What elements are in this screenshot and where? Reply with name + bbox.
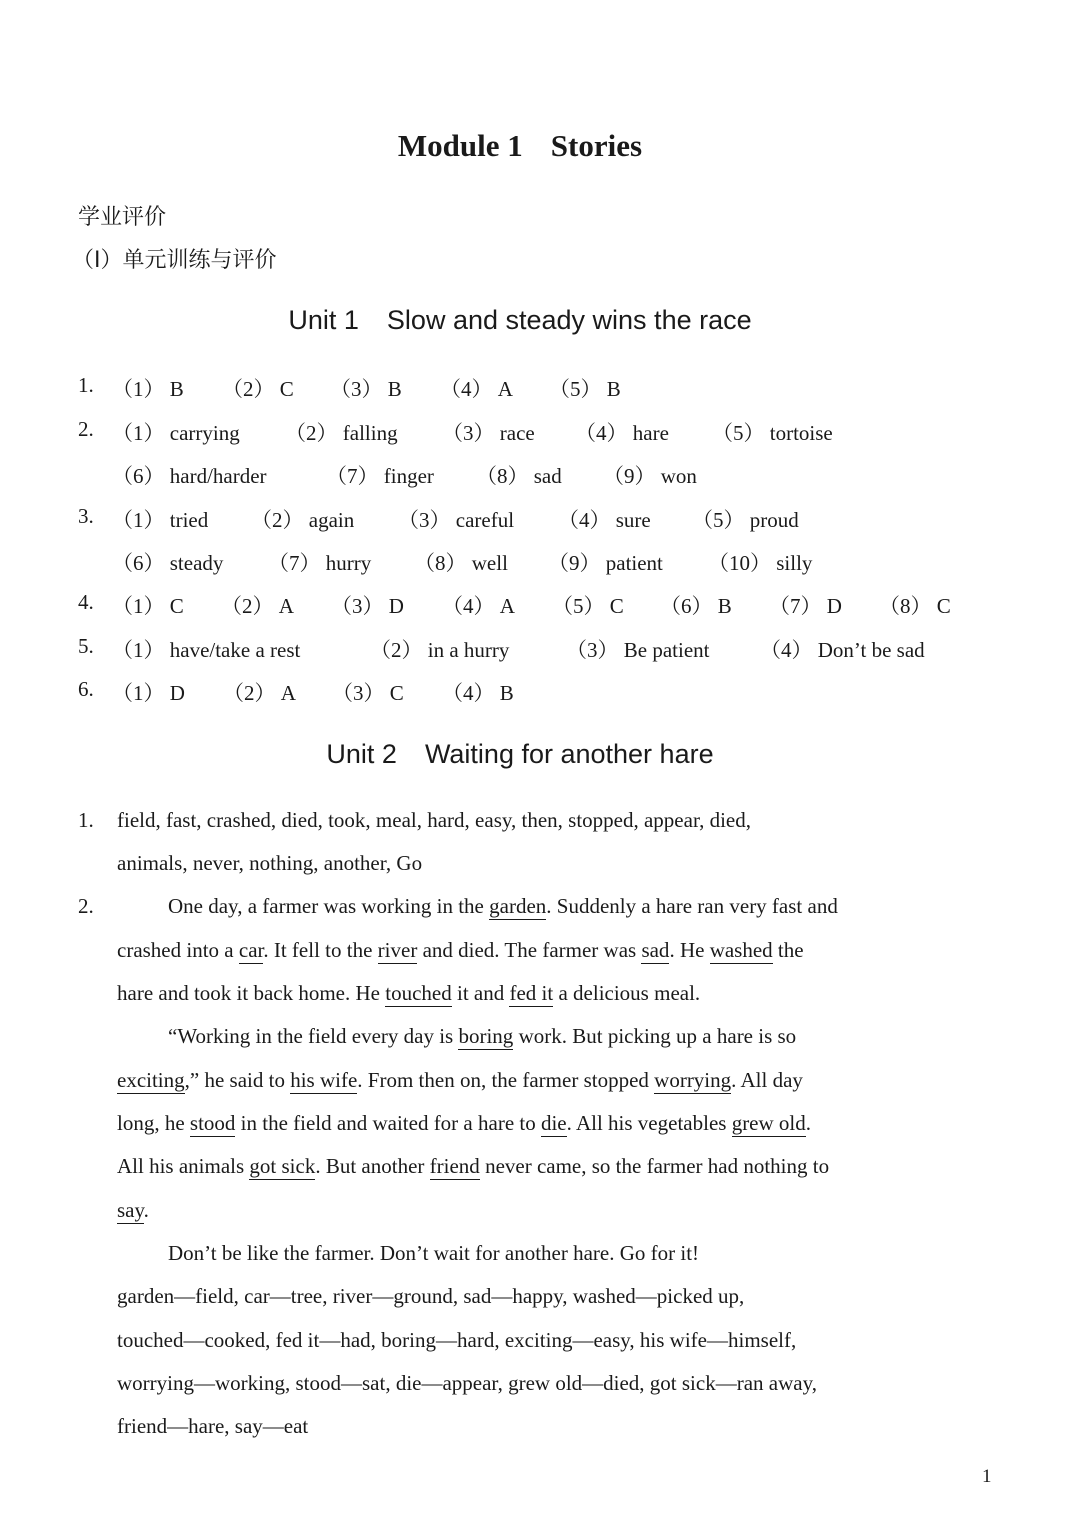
- story-text: . But another: [315, 1154, 430, 1178]
- underlined-word: garden: [489, 894, 547, 918]
- story-text: Don’t be like the farmer. Don’t wait for another hare. Go for it!: [168, 1241, 700, 1265]
- underlined-word: worrying: [654, 1068, 732, 1092]
- story-text: . From then on, the farmer stopped: [357, 1068, 655, 1092]
- u1-q3-row1: [0, 504, 1040, 534]
- answer: （10） silly: [708, 551, 813, 575]
- answer: （1） carrying: [112, 421, 240, 445]
- story-text: .: [805, 1111, 812, 1135]
- unit2-title: [0, 739, 1040, 770]
- u2-q1-row2: [0, 851, 1040, 881]
- story-text: in the field and waited for a hare to: [235, 1111, 541, 1135]
- u1-q2-row1: [0, 417, 1040, 447]
- underlined-word: river: [377, 938, 418, 962]
- story-line: [117, 1068, 803, 1093]
- answer: （8） C: [879, 594, 951, 618]
- underlined-word: his wife: [290, 1068, 358, 1092]
- underlined-word: friend: [429, 1154, 480, 1178]
- answer: （5） tortoise: [712, 421, 833, 445]
- answer: （1） D: [112, 681, 185, 705]
- underlined-word: grew old: [731, 1111, 806, 1135]
- unit2-name: Waiting for another hare: [424, 739, 714, 769]
- story-text: the: [772, 938, 804, 962]
- answer: （2） again: [251, 508, 355, 532]
- answer: （9） won: [603, 464, 697, 488]
- module-name: Stories: [550, 128, 643, 163]
- answer: （5） B: [549, 377, 621, 401]
- answer: （6） hard/harder: [112, 464, 267, 488]
- unit2-number: Unit 2: [326, 739, 397, 769]
- story-text: it and: [451, 981, 510, 1005]
- story-text: . He: [669, 938, 710, 962]
- underlined-word: say: [117, 1198, 144, 1222]
- question-number: 5.: [78, 634, 94, 658]
- u1-q2-row2: [0, 460, 1040, 490]
- answer: （5） proud: [692, 508, 799, 532]
- page-number: 1: [982, 1466, 992, 1487]
- answer-line: field, fast, crashed, died, took, meal, hard, easy, then, stopped, appear, died,: [117, 808, 751, 832]
- answer: （4） A: [442, 594, 515, 618]
- unit1-number: Unit 1: [288, 305, 359, 335]
- underlined-word: washed: [709, 938, 773, 962]
- story-line: [168, 894, 838, 919]
- underlined-word: boring: [458, 1024, 514, 1048]
- u2-q1-row1: [0, 808, 1040, 838]
- section-heading: 学业评价: [78, 205, 167, 230]
- answer: （3） B: [330, 377, 402, 401]
- u1-q3-row2: [0, 547, 1040, 577]
- story-text: ,” he said to: [184, 1068, 291, 1092]
- answer: （2） falling: [285, 421, 398, 445]
- story-line: [117, 1198, 149, 1223]
- answer: （1） C: [112, 594, 184, 618]
- story-text: . It fell to the: [263, 938, 378, 962]
- answer: （8） sad: [476, 464, 562, 488]
- answer: （4） sure: [558, 508, 651, 532]
- story-text: One day, a farmer was working in the: [168, 894, 490, 918]
- correction-line: touched—cooked, fed it—had, boring—hard, exciting—easy, his wife—himself,: [117, 1328, 797, 1352]
- story-text: long, he: [117, 1111, 190, 1135]
- story-line: [117, 938, 804, 963]
- answer: （5） C: [552, 594, 624, 618]
- correction-line: friend—hare, say—eat: [117, 1414, 309, 1438]
- story-text: work. But picking up a hare is so: [513, 1024, 797, 1048]
- answer: （4） Don’t be sad: [760, 638, 925, 662]
- question-number: 4.: [78, 590, 94, 614]
- module-number: Module 1: [397, 128, 523, 163]
- underlined-word: die: [540, 1111, 567, 1135]
- underlined-word: stood: [189, 1111, 236, 1135]
- story-line: [168, 1241, 699, 1266]
- subsection-heading: （Ⅰ）单元训练与评价: [72, 248, 277, 273]
- answer: （7） D: [769, 594, 842, 618]
- answer: （8） well: [414, 551, 508, 575]
- u1-q5-row: [0, 634, 1040, 664]
- story-line: [117, 981, 700, 1006]
- story-text: and died. The farmer was: [417, 938, 642, 962]
- story-text: . All his vegetables: [566, 1111, 732, 1135]
- answer: （6） B: [660, 594, 732, 618]
- underlined-word: sad: [641, 938, 670, 962]
- question-number: 1.: [78, 808, 94, 832]
- watermark: [900, 1430, 1072, 1530]
- answer: （2） A: [223, 681, 296, 705]
- answer: （4） B: [442, 681, 514, 705]
- answer: （2） C: [222, 377, 294, 401]
- story-text: “Working in the field every day is: [168, 1024, 459, 1048]
- answer: （2） in a hurry: [370, 638, 510, 662]
- u1-q1-row: [0, 373, 1040, 403]
- story-text: a delicious meal.: [553, 981, 701, 1005]
- answer: （4） A: [440, 377, 513, 401]
- story-line: [117, 1111, 811, 1136]
- answer: （2） A: [221, 594, 294, 618]
- answer: （9） patient: [548, 551, 663, 575]
- underlined-word: fed it: [509, 981, 554, 1005]
- answer: （3） C: [332, 681, 404, 705]
- underlined-word: exciting: [117, 1068, 185, 1092]
- answer: （1） have/take a rest: [112, 638, 301, 662]
- answer: （3） Be patient: [566, 638, 710, 662]
- u1-q6-row: [0, 677, 1040, 707]
- question-number: 6.: [78, 677, 94, 701]
- answer: （1） tried: [112, 508, 209, 532]
- story-text: hare and took it back home. He: [117, 981, 386, 1005]
- answer: （3） careful: [398, 508, 515, 532]
- underlined-word: touched: [385, 981, 452, 1005]
- answer: （1） B: [112, 377, 184, 401]
- question-number: 1.: [78, 373, 94, 397]
- answer: （4） hare: [575, 421, 669, 445]
- underlined-word: car: [238, 938, 264, 962]
- question-number: 2.: [78, 417, 94, 441]
- question-number: 3.: [78, 504, 94, 528]
- answer: （3） D: [331, 594, 404, 618]
- answer: （7） hurry: [268, 551, 372, 575]
- answer: （3） race: [442, 421, 535, 445]
- module-title: [0, 128, 1040, 164]
- story-line: [117, 1154, 829, 1179]
- correction-line: garden—field, car—tree, river—ground, sad—happy, washed—picked up,: [117, 1284, 745, 1308]
- story-text: .: [143, 1198, 149, 1222]
- story-text: . All day: [731, 1068, 803, 1092]
- story-line: [168, 1024, 796, 1049]
- unit1-name: Slow and steady wins the race: [386, 305, 752, 335]
- answer: （6） steady: [112, 551, 224, 575]
- story-text: All his animals: [117, 1154, 250, 1178]
- underlined-word: got sick: [249, 1154, 316, 1178]
- story-text: crashed into a: [117, 938, 239, 962]
- unit1-title: [0, 305, 1040, 336]
- story-text: . Suddenly a hare ran very fast and: [546, 894, 838, 918]
- correction-line: worrying—working, stood—sat, die—appear, grew old—died, got sick—ran away,: [117, 1371, 817, 1395]
- u1-q4-row: [0, 590, 1040, 620]
- question-number: 2.: [78, 894, 94, 918]
- answer-line: animals, never, nothing, another, Go: [117, 851, 423, 875]
- story-text: never came, so the farmer had nothing to: [479, 1154, 830, 1178]
- answer: （7） finger: [326, 464, 434, 488]
